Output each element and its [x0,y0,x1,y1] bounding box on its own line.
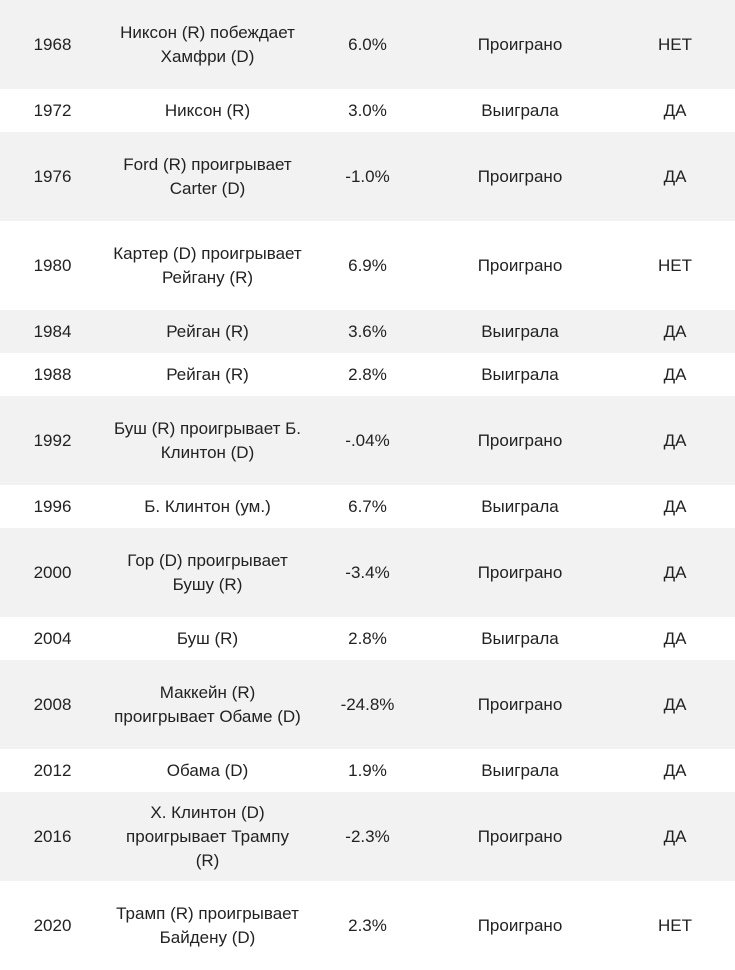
contest-cell: Трамп (R) проигрывает Байдену (D) [105,881,310,970]
outcome-cell: Проиграно [425,528,615,617]
change-cell: -2.3% [310,792,425,881]
match-cell: ДА [615,89,735,132]
match-cell: ДА [615,310,735,353]
table-row [0,89,735,132]
year-cell: 2016 [0,792,105,881]
contest-cell: Гор (D) проигрывает Бушу (R) [105,528,310,617]
year-cell: 2004 [0,617,105,660]
table-row [0,528,735,617]
table-row [0,221,735,310]
change-cell: -24.8% [310,660,425,749]
year-cell: 1984 [0,310,105,353]
year-cell: 1976 [0,132,105,221]
outcome-cell: Проиграно [425,132,615,221]
table-row [0,353,735,396]
match-cell: ДА [615,660,735,749]
year-cell: 1992 [0,396,105,485]
outcome-cell: Проиграно [425,881,615,970]
table-row [0,749,735,792]
year-cell: 1980 [0,221,105,310]
outcome-cell: Выиграла [425,89,615,132]
change-cell: 2.3% [310,881,425,970]
outcome-cell: Проиграно [425,0,615,89]
year-cell: 2012 [0,749,105,792]
match-cell: НЕТ [615,0,735,89]
match-cell: ДА [615,528,735,617]
contest-cell: Х. Клинтон (D) проигрывает Трампу (R) [105,792,310,881]
contest-cell: Б. Клинтон (ум.) [105,485,310,528]
match-cell: НЕТ [615,221,735,310]
match-cell: ДА [615,617,735,660]
table-row [0,660,735,749]
change-cell: 1.9% [310,749,425,792]
outcome-cell: Проиграно [425,221,615,310]
match-cell: ДА [615,353,735,396]
outcome-cell: Проиграно [425,396,615,485]
change-cell: 3.6% [310,310,425,353]
outcome-cell: Выиграла [425,749,615,792]
match-cell: ДА [615,792,735,881]
contest-cell: Рейган (R) [105,353,310,396]
change-cell: 3.0% [310,89,425,132]
table-row [0,881,735,970]
contest-cell: Обама (D) [105,749,310,792]
change-cell: 6.0% [310,0,425,89]
contest-cell: Картер (D) проигрывает Рейгану (R) [105,221,310,310]
table-row [0,132,735,221]
contest-cell: Буш (R) [105,617,310,660]
match-cell: ДА [615,485,735,528]
contest-cell: Ford (R) проигрывает Carter (D) [105,132,310,221]
year-cell: 1972 [0,89,105,132]
change-cell: -3.4% [310,528,425,617]
contest-cell: Рейган (R) [105,310,310,353]
year-cell: 1996 [0,485,105,528]
match-cell: ДА [615,396,735,485]
change-cell: -1.0% [310,132,425,221]
match-cell: НЕТ [615,881,735,970]
year-cell: 2020 [0,881,105,970]
outcome-cell: Выиграла [425,310,615,353]
table-row [0,617,735,660]
table-row [0,0,735,89]
change-cell: 2.8% [310,353,425,396]
match-cell: ДА [615,132,735,221]
change-cell: 6.9% [310,221,425,310]
outcome-cell: Выиграла [425,617,615,660]
year-cell: 2000 [0,528,105,617]
outcome-cell: Проиграно [425,792,615,881]
contest-cell: Никсон (R) побеждает Хамфри (D) [105,0,310,89]
change-cell: 2.8% [310,617,425,660]
contest-cell: Маккейн (R) проигрывает Обаме (D) [105,660,310,749]
change-cell: -.04% [310,396,425,485]
change-cell: 6.7% [310,485,425,528]
table-row [0,310,735,353]
outcome-cell: Выиграла [425,485,615,528]
year-cell: 2008 [0,660,105,749]
contest-cell: Никсон (R) [105,89,310,132]
year-cell: 1968 [0,0,105,89]
match-cell: ДА [615,749,735,792]
table-row [0,396,735,485]
table-row [0,485,735,528]
contest-cell: Буш (R) проигрывает Б. Клинтон (D) [105,396,310,485]
outcome-cell: Проиграно [425,660,615,749]
year-cell: 1988 [0,353,105,396]
table-row [0,792,735,881]
outcome-cell: Выиграла [425,353,615,396]
